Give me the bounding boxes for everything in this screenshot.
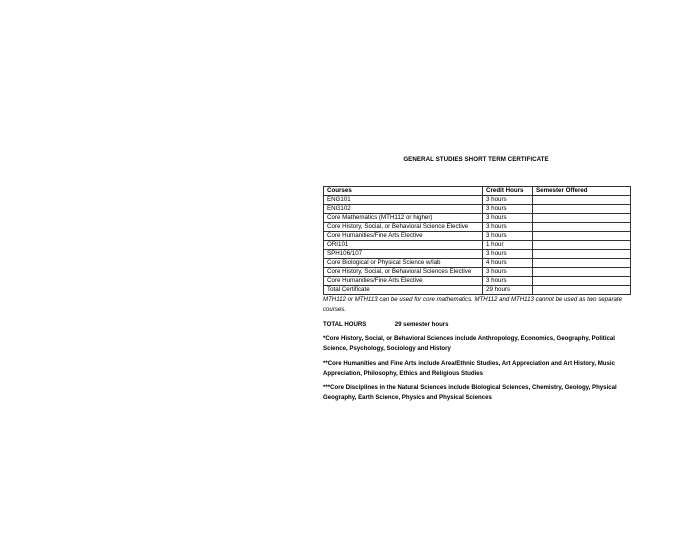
total-hours bbox=[323, 320, 633, 330]
course-cell: Core Humanities/Fine Arts Elective bbox=[324, 277, 483, 286]
table-row bbox=[324, 205, 631, 214]
semester-offered-cell bbox=[533, 241, 631, 250]
semester-offered-cell bbox=[533, 259, 631, 268]
table-row bbox=[324, 277, 631, 286]
credit-hours-cell: 3 hours bbox=[483, 268, 533, 277]
total-hours-value: 29 semester hours bbox=[394, 321, 449, 328]
course-cell: ENG101 bbox=[324, 196, 483, 205]
table-row bbox=[324, 214, 631, 223]
course-cell: SPH106/107 bbox=[324, 250, 483, 259]
math-note: MTH112 or MTH113 can be used for core mathematics. MTH112 and MTH113 cannot be used as two separate courses. bbox=[323, 296, 622, 313]
table-row bbox=[324, 259, 631, 268]
credit-hours-cell: 3 hours bbox=[483, 223, 533, 232]
table-row bbox=[324, 268, 631, 277]
total-hours-label: TOTAL HOURS bbox=[323, 321, 367, 328]
credit-hours-cell: 3 hours bbox=[483, 250, 533, 259]
semester-offered-cell bbox=[533, 286, 631, 295]
semester-offered-cell bbox=[533, 205, 631, 214]
page-title: GENERAL STUDIES SHORT TERM CERTIFICATE bbox=[403, 156, 549, 163]
credit-hours-cell: 3 hours bbox=[483, 196, 533, 205]
header-credit-hours: Credit Hours bbox=[483, 187, 533, 196]
table-row bbox=[324, 241, 631, 250]
note-humanities: **Core Humanities and Fine Arts include Area/Ethnic Studies, Art Appreciation and Art History, Music Appreciation, Philosophy, Ethics and Religious Studies bbox=[323, 360, 615, 377]
credit-hours-cell: 3 hours bbox=[483, 205, 533, 214]
semester-offered-cell bbox=[533, 277, 631, 286]
semester-offered-cell bbox=[533, 250, 631, 259]
header-courses: Courses bbox=[324, 187, 483, 196]
table-row bbox=[324, 223, 631, 232]
course-cell: Core History, Social, or Behavioral Sciences Elective bbox=[324, 268, 483, 277]
table-header-row bbox=[324, 187, 631, 196]
table-row bbox=[324, 232, 631, 241]
course-cell: Core History, Social, or Behavioral Science Elective bbox=[324, 223, 483, 232]
credit-hours-cell: 3 hours bbox=[483, 277, 533, 286]
credit-hours-cell: 3 hours bbox=[483, 214, 533, 223]
semester-offered-cell bbox=[533, 196, 631, 205]
course-cell: Core Humanities/Fine Arts Elective bbox=[324, 232, 483, 241]
credit-hours-cell: 1 hour bbox=[483, 241, 533, 250]
semester-offered-cell bbox=[533, 223, 631, 232]
table-row bbox=[324, 196, 631, 205]
course-cell: ORI101 bbox=[324, 241, 483, 250]
credit-hours-cell: 3 hours bbox=[483, 232, 533, 241]
semester-offered-cell bbox=[533, 214, 631, 223]
course-cell: Core Biological or Physical Science w/lab bbox=[324, 259, 483, 268]
course-cell: Core Mathematics (MTH112 or higher) bbox=[324, 214, 483, 223]
table-row bbox=[324, 286, 631, 295]
credit-hours-cell: 29 hours bbox=[483, 286, 533, 295]
header-semester-offered: Semester Offered bbox=[533, 187, 631, 196]
semester-offered-cell bbox=[533, 232, 631, 241]
course-cell: Total Certificate bbox=[324, 286, 483, 295]
table-row bbox=[324, 250, 631, 259]
note-natural-sciences: ***Core Disciplines in the Natural Sciences include Biological Sciences, Chemistry, Geology, Physical Geography, Earth Science, Physics and Physical Sciences bbox=[323, 384, 617, 401]
course-cell: ENG102 bbox=[324, 205, 483, 214]
course-table-body bbox=[324, 196, 631, 295]
course-table bbox=[323, 186, 631, 295]
semester-offered-cell bbox=[533, 268, 631, 277]
credit-hours-cell: 4 hours bbox=[483, 259, 533, 268]
note-history-social: *Core History, Social, or Behavioral Sciences include Anthropology, Economics, Geography, Political Science, Psychology, Sociology and History bbox=[323, 335, 616, 352]
